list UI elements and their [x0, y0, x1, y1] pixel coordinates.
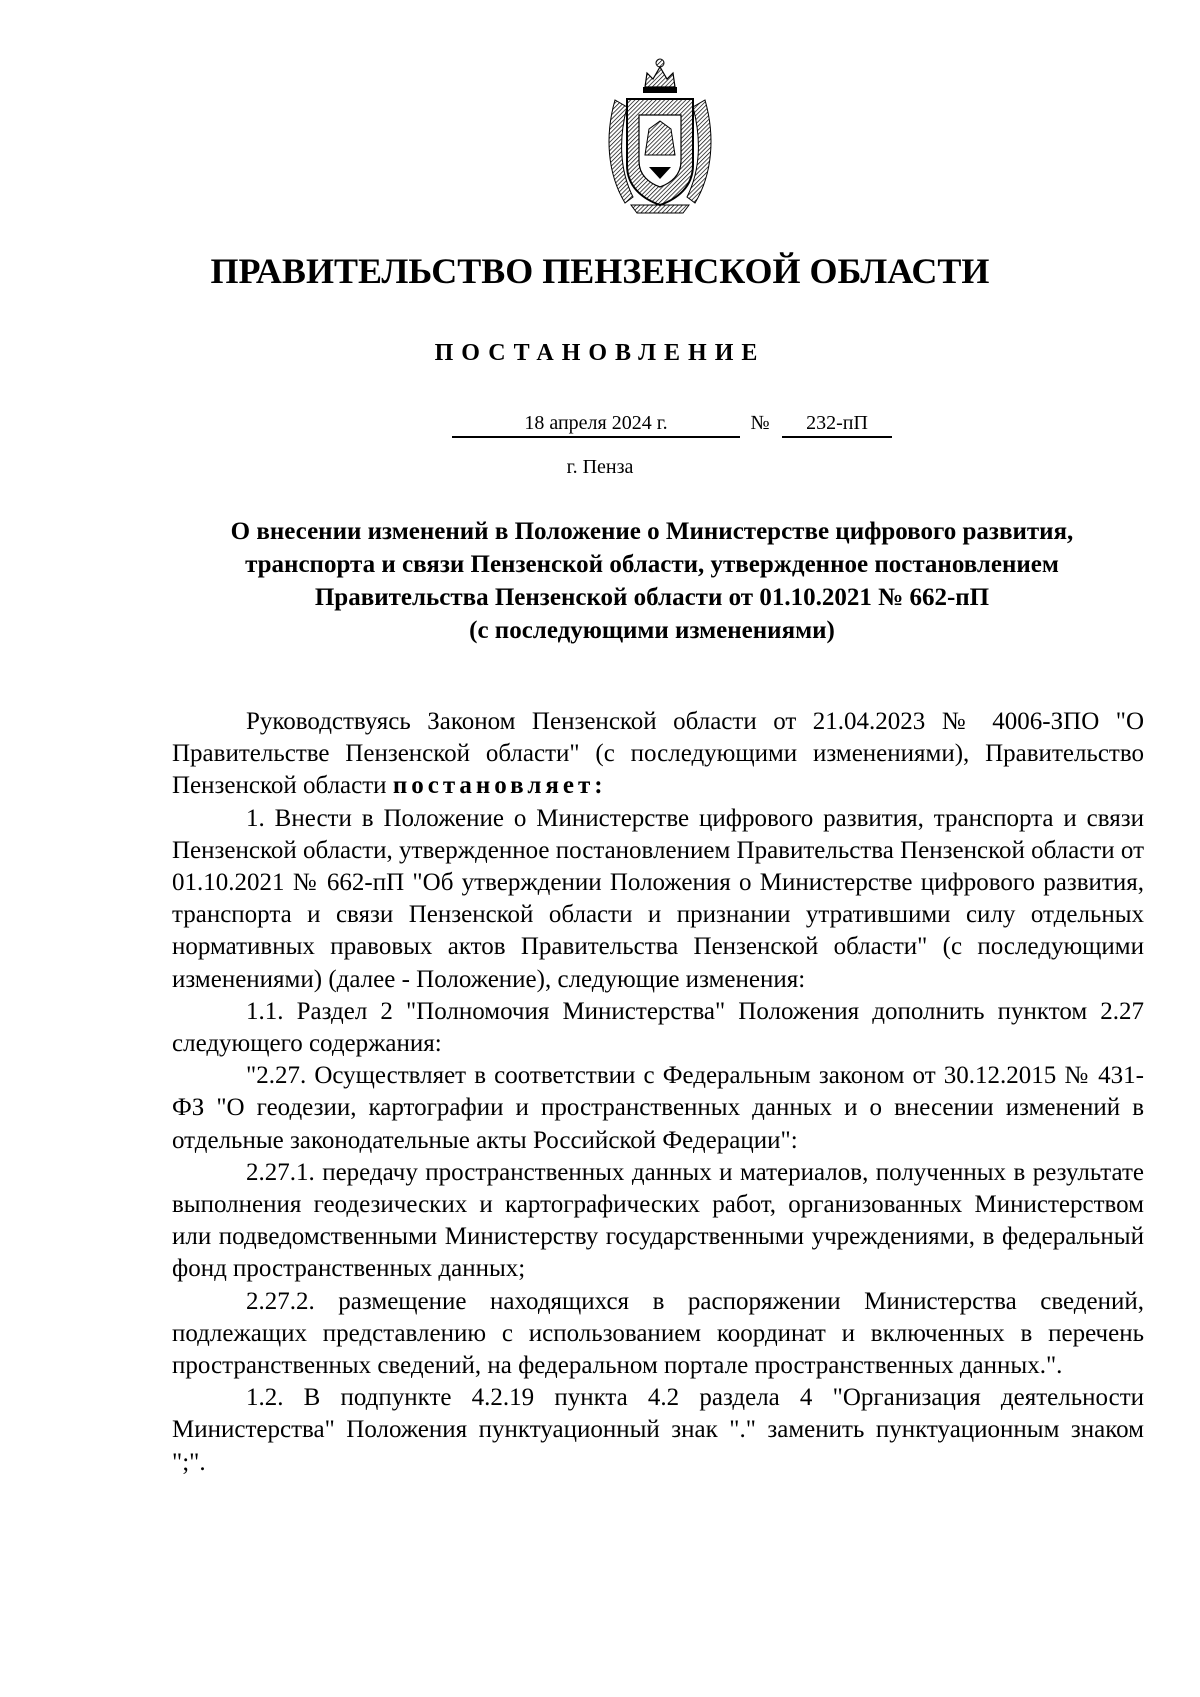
- paragraph-1-2: 1.2. В подпункте 4.2.19 пункта 4.2 раздела 4 "Организация деятельности Министерства" Положения пунктуационный знак "." заменить пунктуационным знаком ";".: [172, 1384, 1144, 1476]
- preamble-paragraph: [172, 706, 1144, 803]
- penza-coat-of-arms-icon: [603, 55, 717, 215]
- document-type: ПОСТАНОВЛЕНИЕ: [434, 340, 766, 366]
- document-date: 18 апреля 2024 г.: [452, 410, 740, 438]
- document-city: г. Пенза: [566, 456, 634, 478]
- paragraph-2-27: "2.27. Осуществляет в соответствии с Федеральным законом от 30.12.2015 № 431-ФЗ "О геодезии, картографии и пространственных данных и о внесении изменений в отдельные законодательные акты Российской Федерации":: [172, 1062, 1144, 1154]
- paragraph-2-27-1: 2.27.1. передачу пространственных данных и материалов, полученных в результате выполнения геодезических и картографических работ, организованных Министерством или подведомственными Министерству государственными учреждениями, в федеральный фонд пространственных данных;: [172, 1158, 1144, 1283]
- document-number: 232-пП: [782, 410, 892, 438]
- number-sign: №: [750, 412, 770, 434]
- document-subject: [172, 515, 1132, 647]
- decree-word: постановляет:: [392, 772, 607, 800]
- paragraph-1: 1. Внести в Положение о Министерстве цифрового развития, транспорта и связи Пензенской области, утвержденное постановлением Правительства Пензенской области от 01.10.2021 № 662-пП "Об утверждении Положения о Министерстве цифрового развития, транспорта и связи Пензенской области и признании утратившими силу отдельных нормативных правовых актов Правительства Пензенской области" (с последующими изменениями) (далее - Положение), следующие изменения:: [172, 804, 1144, 993]
- document-body: [172, 706, 1144, 1479]
- subject-line: (с последующими изменениями): [469, 617, 835, 644]
- subject-line: Правительства Пензенской области от 01.10.2021 № 662-пП: [314, 584, 990, 611]
- paragraph-2-27-2: 2.27.2. размещение находящихся в распоряжении Министерства сведений, подлежащих представлению с использованием координат и включенных в перечень пространственных сведений, на федеральном портале пространственных данных.".: [172, 1287, 1144, 1380]
- subject-line: транспорта и связи Пензенской области, утвержденное постановлением: [245, 551, 1059, 578]
- subject-line: О внесении изменений в Положение о Министерстве цифрового развития,: [230, 518, 1074, 545]
- government-name: ПРАВИТЕЛЬСТВО ПЕНЗЕНСКОЙ ОБЛАСТИ: [210, 251, 990, 291]
- paragraph-1-1: 1.1. Раздел 2 "Полномочия Министерства" Положения дополнить пунктом 2.27 следующего содержания:: [172, 997, 1144, 1058]
- preamble-text: Руководствуясь Законом Пензенской области от 21.04.2023 № 4006-ЗПО "О Правительстве Пензенской области" (с последующими изменениями), Правительство Пензенской области: [172, 708, 1144, 800]
